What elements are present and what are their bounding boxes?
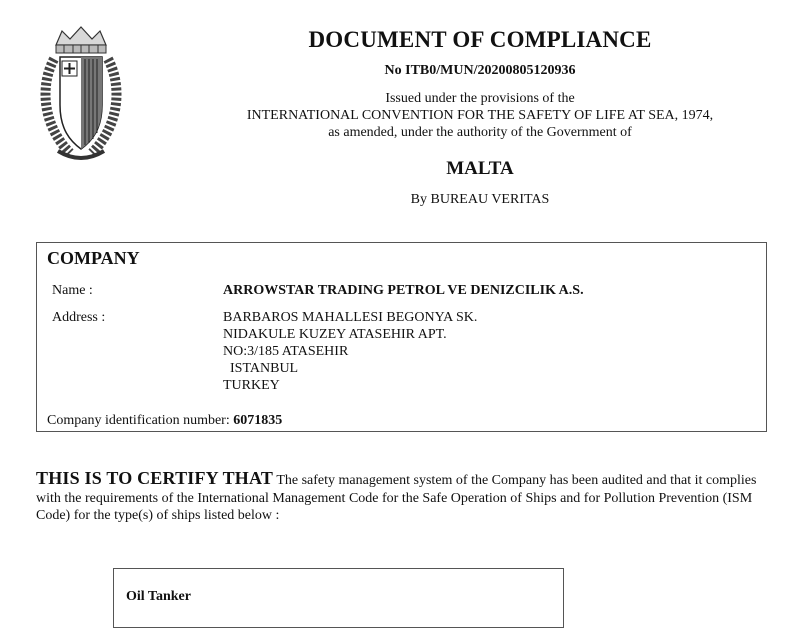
- company-id-label: Company identification number:: [47, 413, 230, 428]
- issued-line: INTERNATIONAL CONVENTION FOR THE SAFETY OF LIFE AT SEA, 1974,: [246, 108, 714, 123]
- malta-coat-of-arms-icon: [40, 25, 122, 165]
- address-line: NO:3/185 ATASEHIR: [223, 344, 349, 359]
- address-line: ISTANBUL: [223, 361, 299, 376]
- flag-state: MALTA: [446, 158, 514, 179]
- company-address: [223, 309, 477, 394]
- document-title: DOCUMENT OF COMPLIANCE: [308, 27, 652, 52]
- company-section: [36, 242, 767, 432]
- company-address-label: Address :: [52, 310, 106, 325]
- address-line: NIDAKULE KUZEY ATASEHIR APT.: [223, 327, 447, 342]
- company-id-number: 6071835: [233, 413, 283, 428]
- issued-statement: [180, 90, 780, 141]
- issuing-organization: By BUREAU VERITAS: [410, 192, 550, 207]
- address-line: BARBAROS MAHALLESI BEGONYA SK.: [223, 310, 478, 325]
- issued-line: as amended, under the authority of the Government of: [328, 125, 632, 140]
- ship-type: Oil Tanker: [126, 589, 191, 604]
- issued-line: Issued under the provisions of the: [385, 91, 575, 106]
- company-id-line: [47, 413, 282, 429]
- ship-types-box: [113, 568, 564, 628]
- company-section-title: COMPANY: [47, 248, 140, 268]
- certification-text: The safety management system of the Company has been audited and that it complies with the requirements of the International Management Code for the Safe Operation of Ships and for Pollution Prevention (ISM Code) for the type(s) of ships listed below :: [36, 473, 757, 523]
- document-number: No ITB0/MUN/20200805120936: [384, 63, 576, 78]
- certification-lead: THIS IS TO CERTIFY THAT: [36, 468, 274, 488]
- address-line: TURKEY: [223, 378, 280, 393]
- company-name: ARROWSTAR TRADING PETROL VE DENIZCILIK A.S.: [223, 283, 584, 298]
- company-name-label: Name :: [52, 283, 93, 298]
- certification-statement: [36, 470, 771, 525]
